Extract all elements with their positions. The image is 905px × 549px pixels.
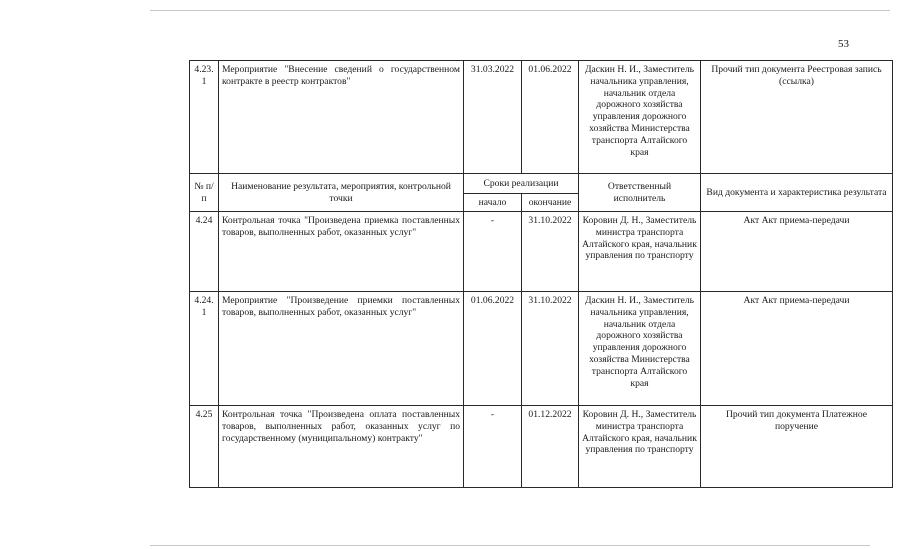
row-end-date: 31.10.2022 [522, 292, 579, 406]
row-start-date: 31.03.2022 [464, 61, 522, 174]
header-name: Наименование результата, мероприятия, контрольной точки [219, 174, 464, 212]
row-document: Акт Акт приема-передачи [701, 212, 893, 292]
scan-edge-top [150, 10, 890, 11]
header-document: Вид документа и характеристика результата [701, 174, 893, 212]
page-number: 53 [838, 38, 849, 50]
row-name: Мероприятие "Внесение сведений о государственном контракте в реестр контрактов" [219, 61, 464, 174]
measures-table [189, 60, 893, 488]
row-name: Мероприятие "Произведение приемки поставленных товаров, выполненных работ, оказанных услуг" [219, 292, 464, 406]
row-end-date: 01.12.2022 [522, 406, 579, 488]
row-name: Контрольная точка "Произведена приемка поставленных товаров, выполненных работ, оказанных услуг" [219, 212, 464, 292]
row-number: 4.25 [190, 406, 219, 488]
row-document: Прочий тип документа Платежное поручение [701, 406, 893, 488]
row-start-date: 01.06.2022 [464, 292, 522, 406]
row-number: 4.24 [190, 212, 219, 292]
header-num: № п/п [190, 174, 219, 212]
header-terms: Сроки реализации [464, 174, 579, 194]
row-start-date: - [464, 406, 522, 488]
row-document: Прочий тип документа Реестровая запись (ссылка) [701, 61, 893, 174]
row-responsible: Даскин Н. И., Заместитель начальника управления, начальник отдела дорожного хозяйства управления дорожного хозяйства Министерства транспорта Алтайского края [579, 61, 701, 174]
row-end-date: 31.10.2022 [522, 212, 579, 292]
row-number: 4.24.1 [190, 292, 219, 406]
row-name: Контрольная точка "Произведена оплата поставленных товаров, выполненных работ, оказанных услуг по государственному (муниципальному) контракту" [219, 406, 464, 488]
scan-edge-bottom [150, 545, 870, 546]
header-start: начало [464, 194, 522, 212]
row-document: Акт Акт приема-передачи [701, 292, 893, 406]
header-end: окончание [522, 194, 579, 212]
header-responsible: Ответственный исполнитель [579, 174, 701, 212]
table-row [190, 406, 893, 488]
row-responsible: Коровин Д. Н., Заместитель министра транспорта Алтайского края, начальник управления по транспорту [579, 212, 701, 292]
row-start-date: - [464, 212, 522, 292]
row-number: 4.23.1 [190, 61, 219, 174]
row-responsible: Даскин Н. И., Заместитель начальника управления, начальник отдела дорожного хозяйства управления дорожного хозяйства Министерства транспорта Алтайского края [579, 292, 701, 406]
table-row [190, 212, 893, 292]
row-end-date: 01.06.2022 [522, 61, 579, 174]
row-responsible: Коровин Д. Н., Заместитель министра транспорта Алтайского края, начальник управления по транспорту [579, 406, 701, 488]
table-row [190, 292, 893, 406]
table-row [190, 61, 893, 174]
table-header-row [190, 174, 893, 194]
